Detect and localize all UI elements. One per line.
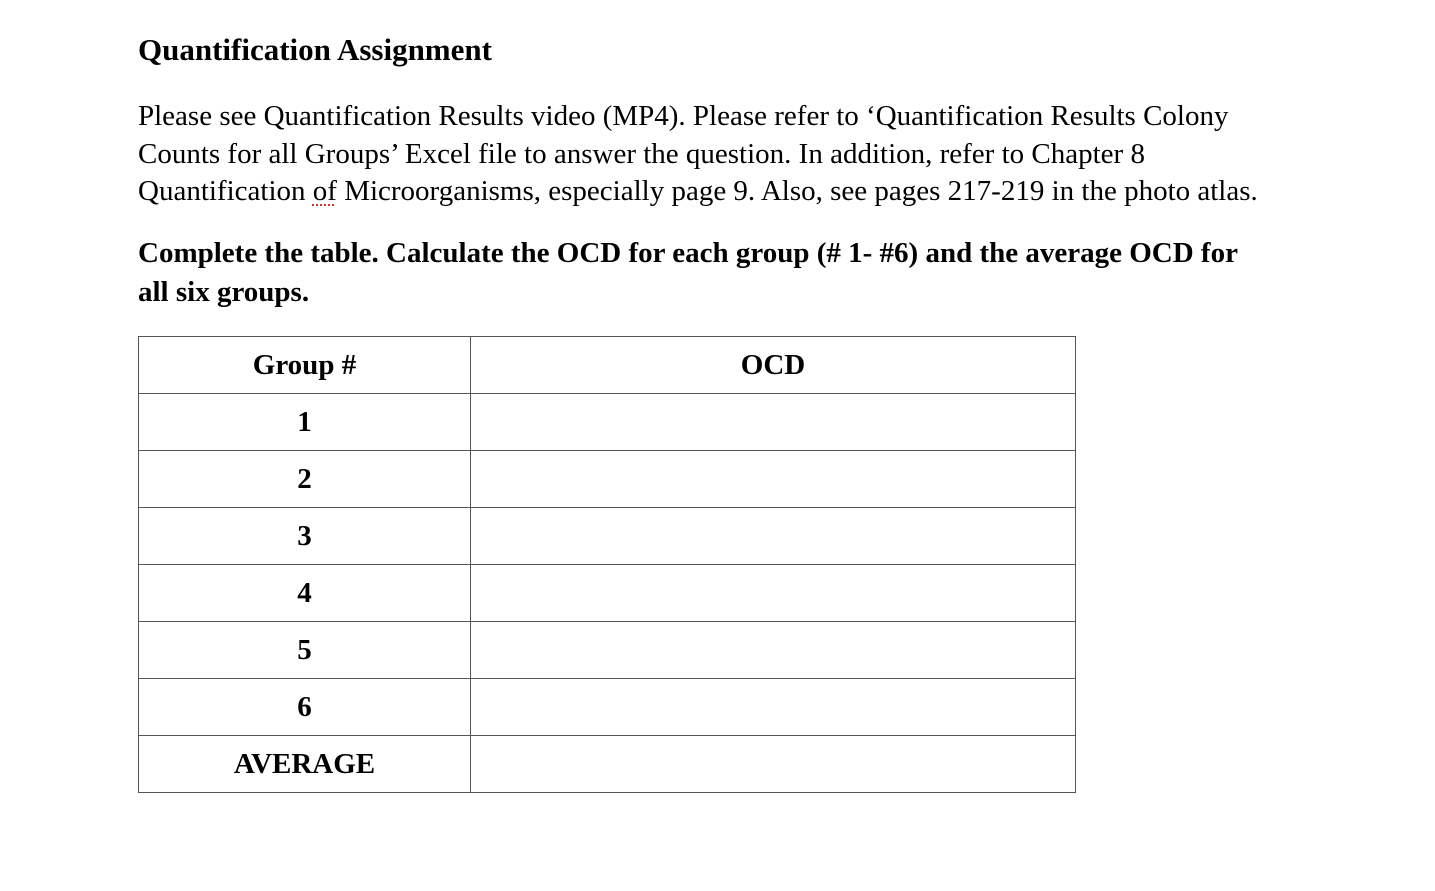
table-row bbox=[139, 451, 1076, 508]
intro-line-1: Please see Quantification Results video (MP4). Please refer to ‘Quantification Results Colony bbox=[138, 100, 1229, 132]
ocd-cell[interactable] bbox=[471, 451, 1076, 508]
group-cell: 6 bbox=[139, 679, 471, 736]
instructions-line-1: Complete the table. Calculate the OCD for each group (# 1- #6) and the average OCD for bbox=[138, 237, 1238, 269]
table-header-row bbox=[139, 337, 1076, 394]
ocd-cell[interactable] bbox=[471, 622, 1076, 679]
table-row bbox=[139, 622, 1076, 679]
average-label-cell: AVERAGE bbox=[139, 736, 471, 793]
ocd-cell[interactable] bbox=[471, 679, 1076, 736]
intro-line-3-start: Quantification bbox=[138, 175, 313, 207]
intro-paragraph bbox=[138, 98, 1338, 211]
intro-line-2: Counts for all Groups’ Excel file to answer the question. In addition, refer to Chapter 8 bbox=[138, 137, 1145, 170]
ocd-cell[interactable] bbox=[471, 565, 1076, 622]
group-cell: 4 bbox=[139, 565, 471, 622]
group-cell: 5 bbox=[139, 622, 471, 679]
ocd-cell[interactable] bbox=[471, 508, 1076, 565]
spellcheck-flagged-word[interactable]: of bbox=[312, 175, 337, 207]
intro-line-3-end: Microorganisms, especially page 9. Also, see pages 217-219 in the photo atlas. bbox=[336, 175, 1258, 207]
group-cell: 2 bbox=[139, 451, 471, 508]
group-cell: 3 bbox=[139, 508, 471, 565]
header-ocd: OCD bbox=[471, 337, 1076, 394]
table-row bbox=[139, 508, 1076, 565]
ocd-cell[interactable] bbox=[471, 394, 1076, 451]
table-row bbox=[139, 679, 1076, 736]
header-group-number: Group # bbox=[139, 337, 471, 394]
table-row-average bbox=[139, 736, 1076, 793]
group-cell: 1 bbox=[139, 394, 471, 451]
instructions-line-2: all six groups. bbox=[138, 275, 310, 308]
instructions-paragraph bbox=[138, 234, 1338, 311]
document-title: Quantification Assignment bbox=[138, 32, 492, 67]
intro-line-3 bbox=[138, 173, 1338, 211]
table-row bbox=[139, 565, 1076, 622]
average-ocd-cell[interactable] bbox=[471, 736, 1076, 793]
table-row bbox=[139, 394, 1076, 451]
ocd-results-table bbox=[138, 336, 1076, 793]
